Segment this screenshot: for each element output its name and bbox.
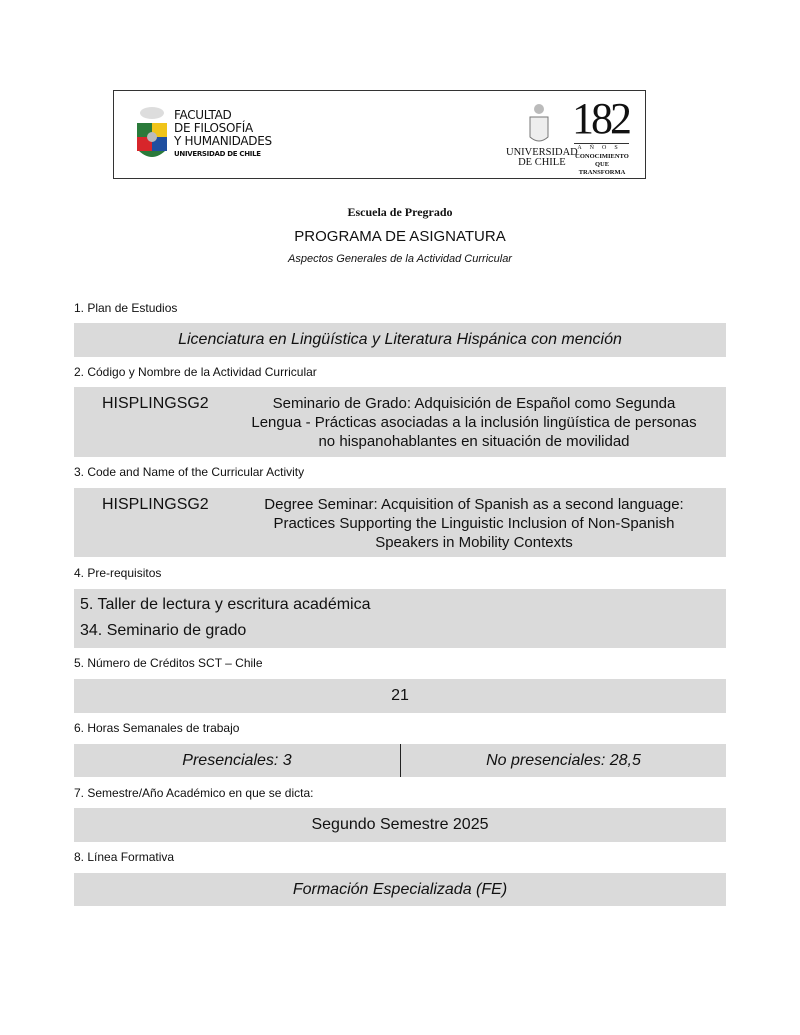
section-label: 7. Semestre/Año Académico en que se dicta: xyxy=(74,786,314,800)
activity-code-name-en-box xyxy=(74,488,726,557)
hours-presencial xyxy=(74,744,401,777)
hours-no-presencial-value: No presenciales: 28,5 xyxy=(486,751,641,769)
semester-box xyxy=(74,808,726,842)
activity-name xyxy=(229,394,719,451)
study-plan-box xyxy=(74,323,726,357)
hours-presencial-value: Presenciales: 3 xyxy=(182,751,292,769)
anniversary-tagline xyxy=(572,153,632,177)
section-label: 6. Horas Semanales de trabajo xyxy=(74,721,240,735)
school-title: Escuela de Pregrado xyxy=(347,205,453,219)
activity-name-line: Seminario de Grado: Adquisición de Español como Segunda xyxy=(272,395,676,412)
activity-name-line: Degree Seminar: Acquisition of Spanish as a second language: xyxy=(264,496,684,513)
prerequisites-box xyxy=(74,589,726,648)
section-label: 5. Número de Créditos SCT – Chile xyxy=(74,656,263,670)
study-plan-value: Licenciatura en Lingüística y Literatura Hispánica con mención xyxy=(178,331,622,348)
training-line-box xyxy=(74,873,726,906)
program-title: PROGRAMA DE ASIGNATURA xyxy=(294,228,506,245)
faculty-university: UNIVERSIDAD DE CHILE xyxy=(174,150,261,158)
activity-code-en: HISPLINGSG2 xyxy=(102,496,209,513)
prerequisite-item: 5. Taller de lectura y escritura académica xyxy=(80,596,371,613)
program-subtitle: Aspectos Generales de la Actividad Curricular xyxy=(288,253,512,265)
uchile-crest-icon xyxy=(527,103,551,145)
credits-box xyxy=(74,679,726,713)
section-label: 3. Code and Name of the Curricular Activity xyxy=(74,465,305,479)
section-label: 4. Pre-requisitos xyxy=(74,566,162,580)
faculty-name xyxy=(174,109,272,161)
activity-name-line: Lengua - Prácticas asociadas a la inclusión lingüística de personas xyxy=(251,414,697,431)
uchile-line: UNIVERSIDAD xyxy=(506,147,578,158)
semester-value: Segundo Semestre 2025 xyxy=(311,816,489,833)
anniversary-number: 182 xyxy=(572,94,629,143)
faculty-crest-icon xyxy=(134,105,170,165)
anniversary-years: AÑOS xyxy=(574,143,629,152)
header-logo-banner xyxy=(113,90,646,179)
activity-code: HISPLINGSG2 xyxy=(102,395,209,412)
credits-value: 21 xyxy=(391,687,409,704)
faculty-line: Y HUMANIDADES xyxy=(174,134,272,148)
uchile-line: DE CHILE xyxy=(518,157,566,168)
activity-name-line: Practices Supporting the Linguistic Inclusion of Non-Spanish xyxy=(273,515,675,532)
faculty-line: FACULTAD xyxy=(174,108,232,122)
activity-name-en xyxy=(229,495,719,552)
uchile-name xyxy=(506,148,578,168)
tagline-line: CONOCIMIENTO xyxy=(575,153,629,160)
activity-code-name-box xyxy=(74,387,726,457)
weekly-hours-box xyxy=(74,744,726,777)
faculty-line: DE FILOSOFÍA xyxy=(174,121,253,135)
prerequisite-item: 34. Seminario de grado xyxy=(80,622,247,639)
activity-name-line: Speakers in Mobility Contexts xyxy=(375,534,573,551)
section-label: 8. Línea Formativa xyxy=(74,850,175,864)
hours-no-presencial xyxy=(401,744,726,777)
activity-name-line: no hispanohablantes en situación de movilidad xyxy=(318,433,630,450)
tagline-line: QUE TRANSFORMA xyxy=(578,161,626,176)
section-label: 2. Código y Nombre de la Actividad Curricular xyxy=(74,365,317,379)
section-label: 1. Plan de Estudios xyxy=(74,301,178,315)
training-line-value: Formación Especializada (FE) xyxy=(292,880,508,898)
